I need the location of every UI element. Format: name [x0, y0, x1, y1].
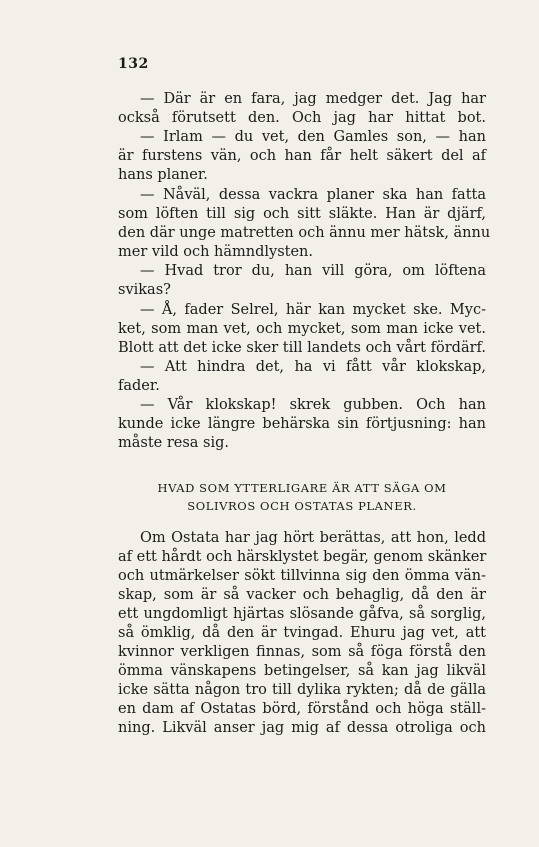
- text-line: — Att hindra det, ha vi fått vår klokskap,: [140, 359, 486, 375]
- text-line: af ett hårdt och härsklystet begär, genom skänker: [118, 549, 487, 565]
- text-line: Om Ostata har jag hört berättas, att hon, ledd: [140, 530, 486, 546]
- text-line: — Nåväl, dessa vackra planer ska han fatta: [140, 187, 486, 203]
- text-line: — Å, fader Selrel, här kan mycket ske. Myc-: [140, 302, 486, 318]
- text-line: ket, som man vet, och mycket, som man icke vet.: [118, 321, 486, 337]
- text-line: mer vild och hämndlysten.: [118, 244, 314, 260]
- section-heading-line: SOLIVROS OCH OSTATAS PLANER.: [187, 499, 417, 513]
- text-line: så ömklig, då den är tvingad. Ehuru jag vet, att: [118, 625, 486, 641]
- text-line: — Hvad tror du, han vill göra, om löftena: [140, 263, 486, 279]
- text-line: — Irlam — du vet, den Gamles son, — han: [140, 129, 486, 145]
- text-line: icke sätta någon tro till dylika rykten; då de gälla: [118, 682, 486, 698]
- text-line: Blott att det icke sker till landets och vårt fördärf.: [118, 340, 486, 356]
- text-line: svikas?: [118, 282, 171, 298]
- text-line: också förutsett den. Och jag har hittat bot.: [118, 110, 486, 126]
- page-number: 132: [118, 56, 149, 72]
- text-line: skap, som är så vacker och behaglig, då den är: [118, 587, 486, 603]
- text-line: — Vår klokskap! skrek gubben. Och han: [140, 397, 486, 413]
- text-line: kunde icke längre behärska sin förtjusning: han: [118, 416, 486, 432]
- text-line: som löften till sig och sitt släkte. Han är djärf,: [118, 206, 486, 222]
- text-line: är furstens vän, och han får helt säkert del af: [118, 148, 486, 164]
- text-line: en dam af Ostatas börd, förstånd och höga ställ-: [118, 701, 486, 717]
- text-line: ett ungdomligt hjärtas slösande gåfva, så sorglig,: [118, 606, 486, 622]
- text-line: fader.: [118, 378, 160, 394]
- text-line: den där unge matretten och ännu mer hätsk, ännu: [118, 225, 491, 241]
- text-line: — Där är en fara, jag medger det. Jag har: [140, 91, 486, 107]
- text-line: ning. Likväl anser jag mig af dessa otroliga och: [118, 720, 486, 736]
- text-line: hans planer.: [118, 167, 208, 183]
- section-heading-line: HVAD SOM YTTERLIGARE ÄR ATT SÄGA OM: [157, 481, 447, 495]
- text-line: kvinnor verkligen finnas, som så föga förstå den: [118, 644, 486, 660]
- text-line: ömma vänskapens betingelser, så kan jag likväl: [118, 663, 486, 679]
- text-line: måste resa sig.: [118, 435, 230, 451]
- text-line: och utmärkelser sökt tillvinna sig den ömma vän-: [118, 568, 486, 584]
